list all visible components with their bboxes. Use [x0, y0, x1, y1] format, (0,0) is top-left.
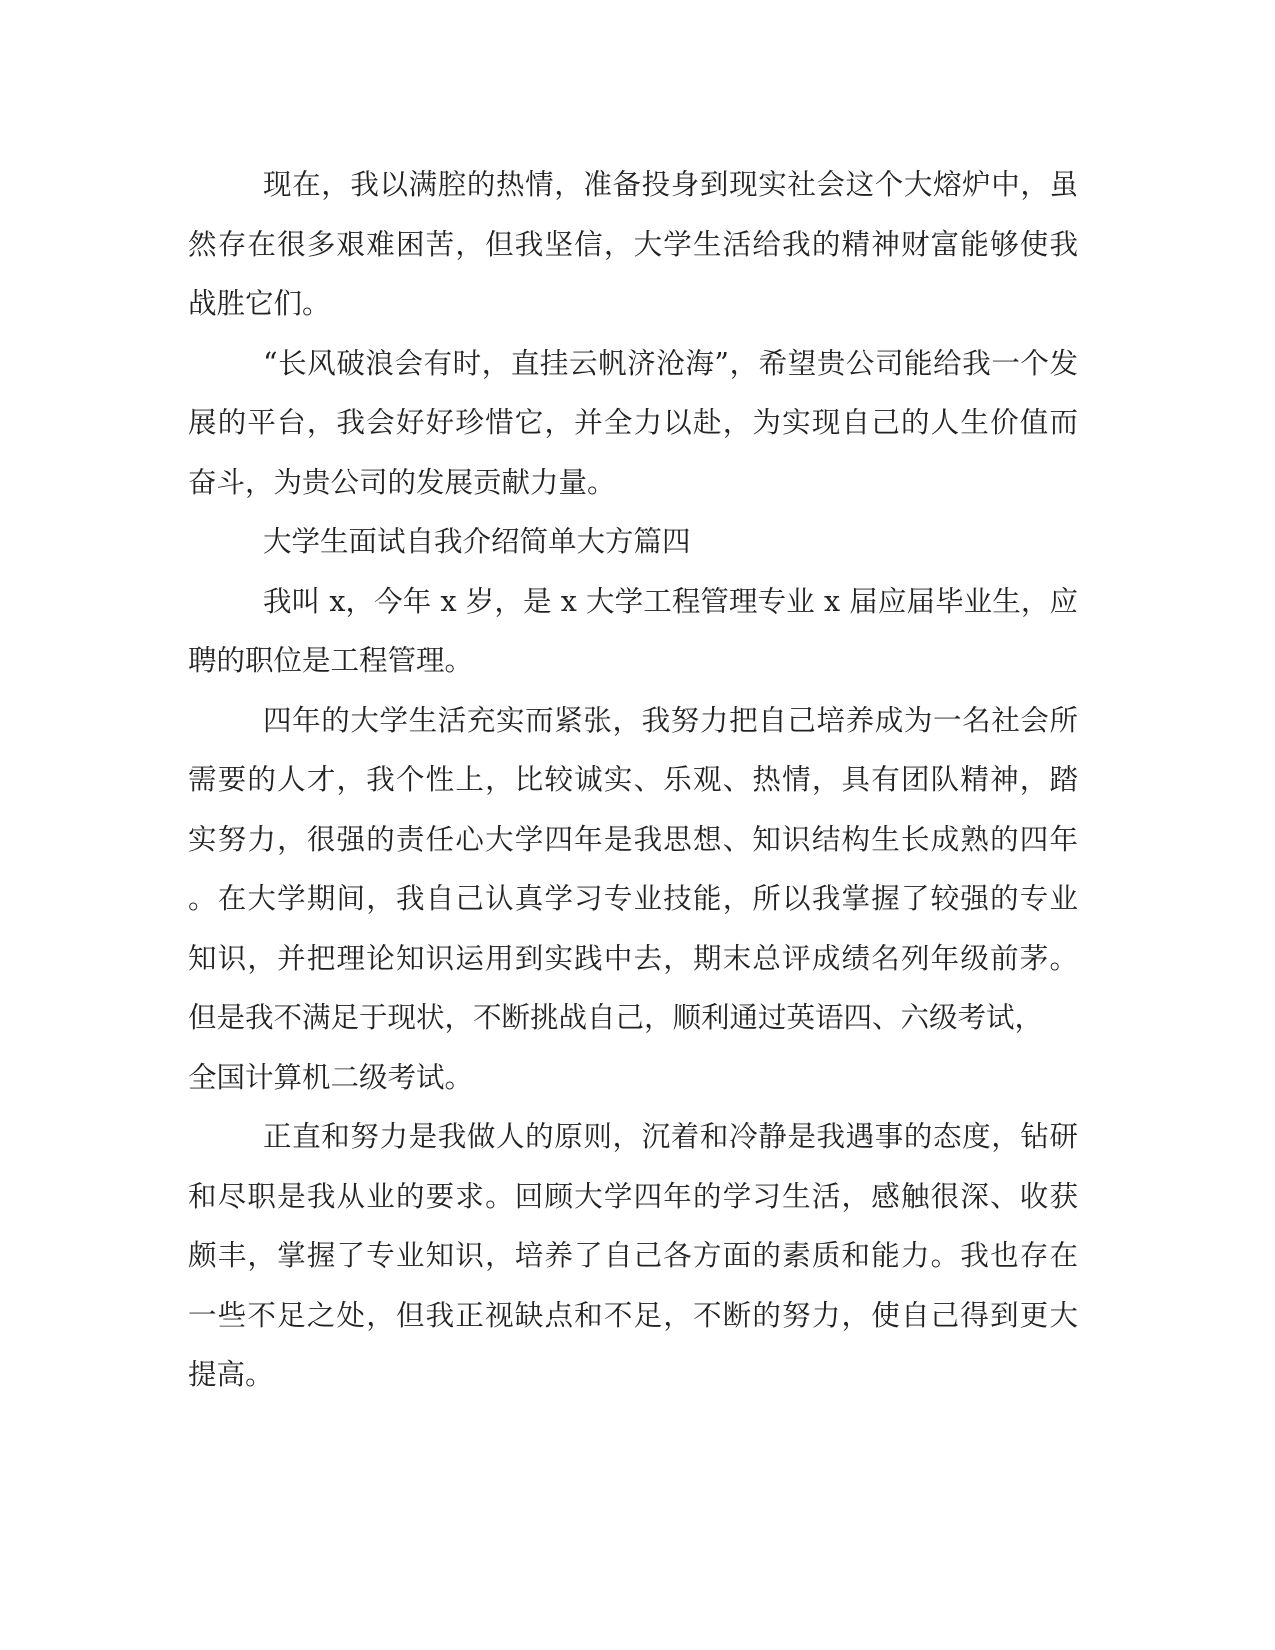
paragraph-line: 战胜它们。: [188, 287, 331, 320]
paragraph-line: 聘的职位是工程管理。: [188, 644, 474, 677]
paragraph-line: 我叫 x，今年 x 岁，是 x 大学工程管理专业 x 届应届毕业生，应: [263, 584, 1078, 618]
paragraph-line: 然存在很多艰难困苦，但我坚信，大学生活给我的精神财富能够使我: [188, 227, 1078, 261]
paragraph-line: 奋斗，为贵公司的发展贡献力量。: [188, 465, 616, 499]
paragraph-line: “长风破浪会有时，直挂云帆济沧海”，希望贵公司能给我一个发: [263, 346, 1078, 380]
paragraph-line: 展的平台，我会好好珍惜它，并全力以赴，为实现自己的人生价值而: [188, 406, 1078, 439]
paragraph-line: 但是我不满足于现状，不断挑战自己，顺利通过英语四、六级考试，: [188, 1001, 1044, 1034]
paragraph-line: 全国计算机二级考试。: [188, 1060, 474, 1094]
paragraph-line: 需要的人才，我个性上，比较诚实、乐观、热情，具有团队精神，踏: [188, 763, 1078, 796]
paragraph-line: 颇丰，掌握了专业知识，培养了自己各方面的素质和能力。我也存在: [188, 1239, 1078, 1272]
paragraph-line: 正直和努力是我做人的原则，沉着和冷静是我遇事的态度，钻研: [263, 1120, 1078, 1153]
paragraph-line: 提高。: [188, 1358, 274, 1391]
section-heading: 大学生面试自我介绍简单大方篇四: [263, 525, 691, 558]
paragraph-line: 和尽职是我从业的要求。回顾大学四年的学习生活，感触很深、收获: [188, 1179, 1078, 1213]
paragraph-line: 。在大学期间，我自己认真学习专业技能，所以我掌握了较强的专业: [188, 882, 1078, 915]
document-body: [188, 155, 1078, 1405]
paragraph-line: 实努力，很强的责任心大学四年是我思想、知识结构生长成熟的四年: [188, 822, 1078, 856]
paragraph-line: 四年的大学生活充实而紧张，我努力把自己培养成为一名社会所: [263, 703, 1078, 737]
paragraph-line: 知识，并把理论知识运用到实践中去，期末总评成绩名列年级前茅。: [188, 941, 1078, 975]
paragraph-line: 现在，我以满腔的热情，准备投身到现实社会这个大熔炉中，虽: [263, 168, 1078, 201]
paragraph-line: 一些不足之处，但我正视缺点和不足，不断的努力，使自己得到更大: [188, 1298, 1078, 1332]
